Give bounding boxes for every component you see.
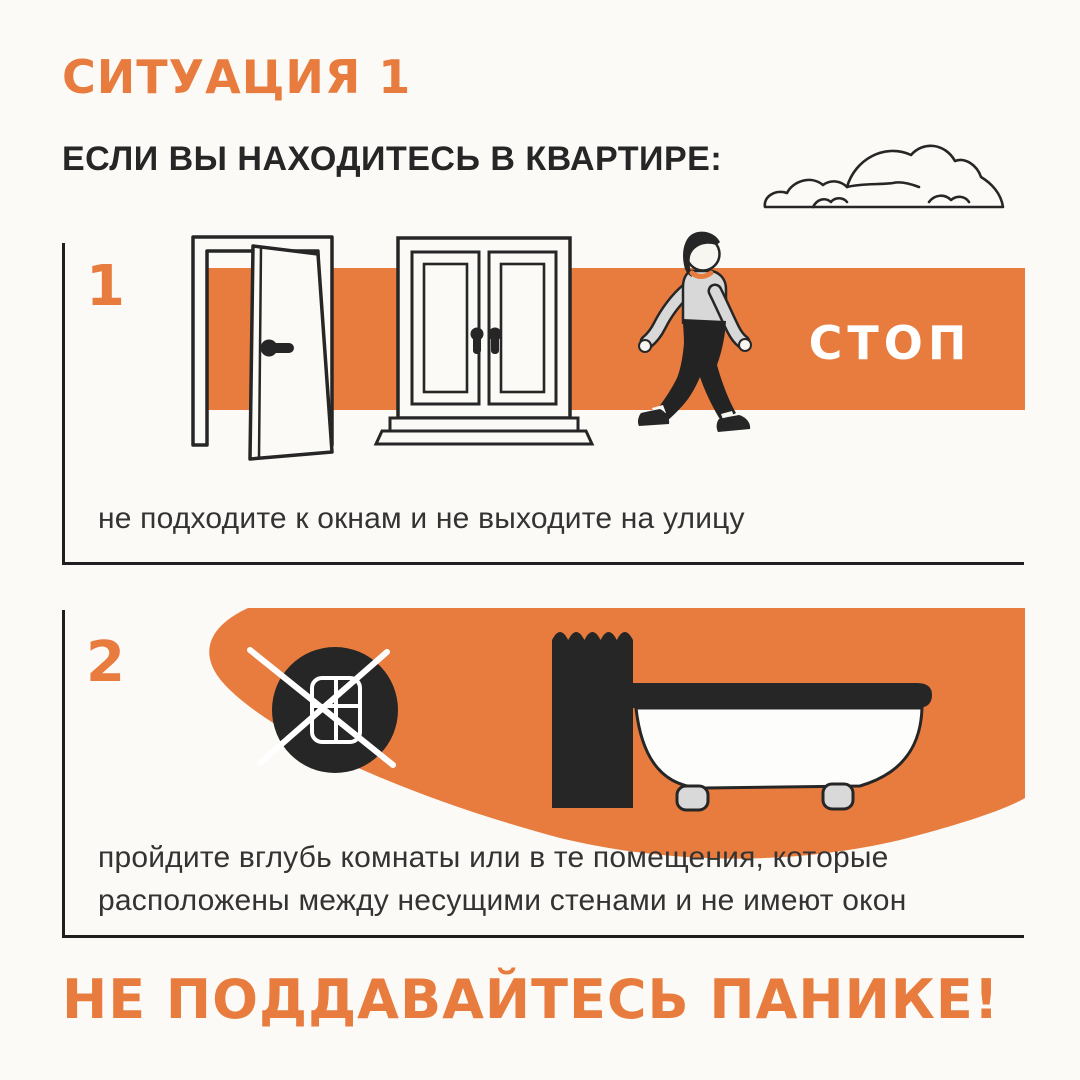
cloud-icon (753, 130, 1028, 215)
section2-illustration (160, 600, 1025, 870)
section2-left-border (62, 610, 65, 938)
page-subtitle: ЕСЛИ ВЫ НАХОДИТЕСЬ В КВАРТИРЕ: (62, 140, 723, 178)
section1-left-border (62, 243, 65, 565)
shower-curtain-icon (552, 632, 633, 808)
footer-headline: НЕ ПОДДАВАЙТЕСЬ ПАНИКЕ! (62, 968, 1000, 1031)
section2-number: 2 (86, 630, 125, 695)
stop-label: СТОП (808, 316, 972, 370)
section1-bottom-border (62, 562, 1024, 565)
no-window-icon (250, 647, 398, 773)
section1-number: 1 (86, 254, 125, 319)
section1-caption: не подходите к окнам и не выходите на улицу (98, 502, 745, 535)
section2-caption (98, 836, 906, 922)
caption-line: пройдите вглубь комнаты или в те помещения, которые (98, 841, 889, 874)
closed-window-icon (376, 238, 592, 444)
caption-line: расположены между несущими стенами и не имеют окон (98, 884, 907, 917)
page-title: СИТУАЦИЯ 1 (62, 50, 412, 104)
section2-bottom-border (62, 935, 1024, 938)
